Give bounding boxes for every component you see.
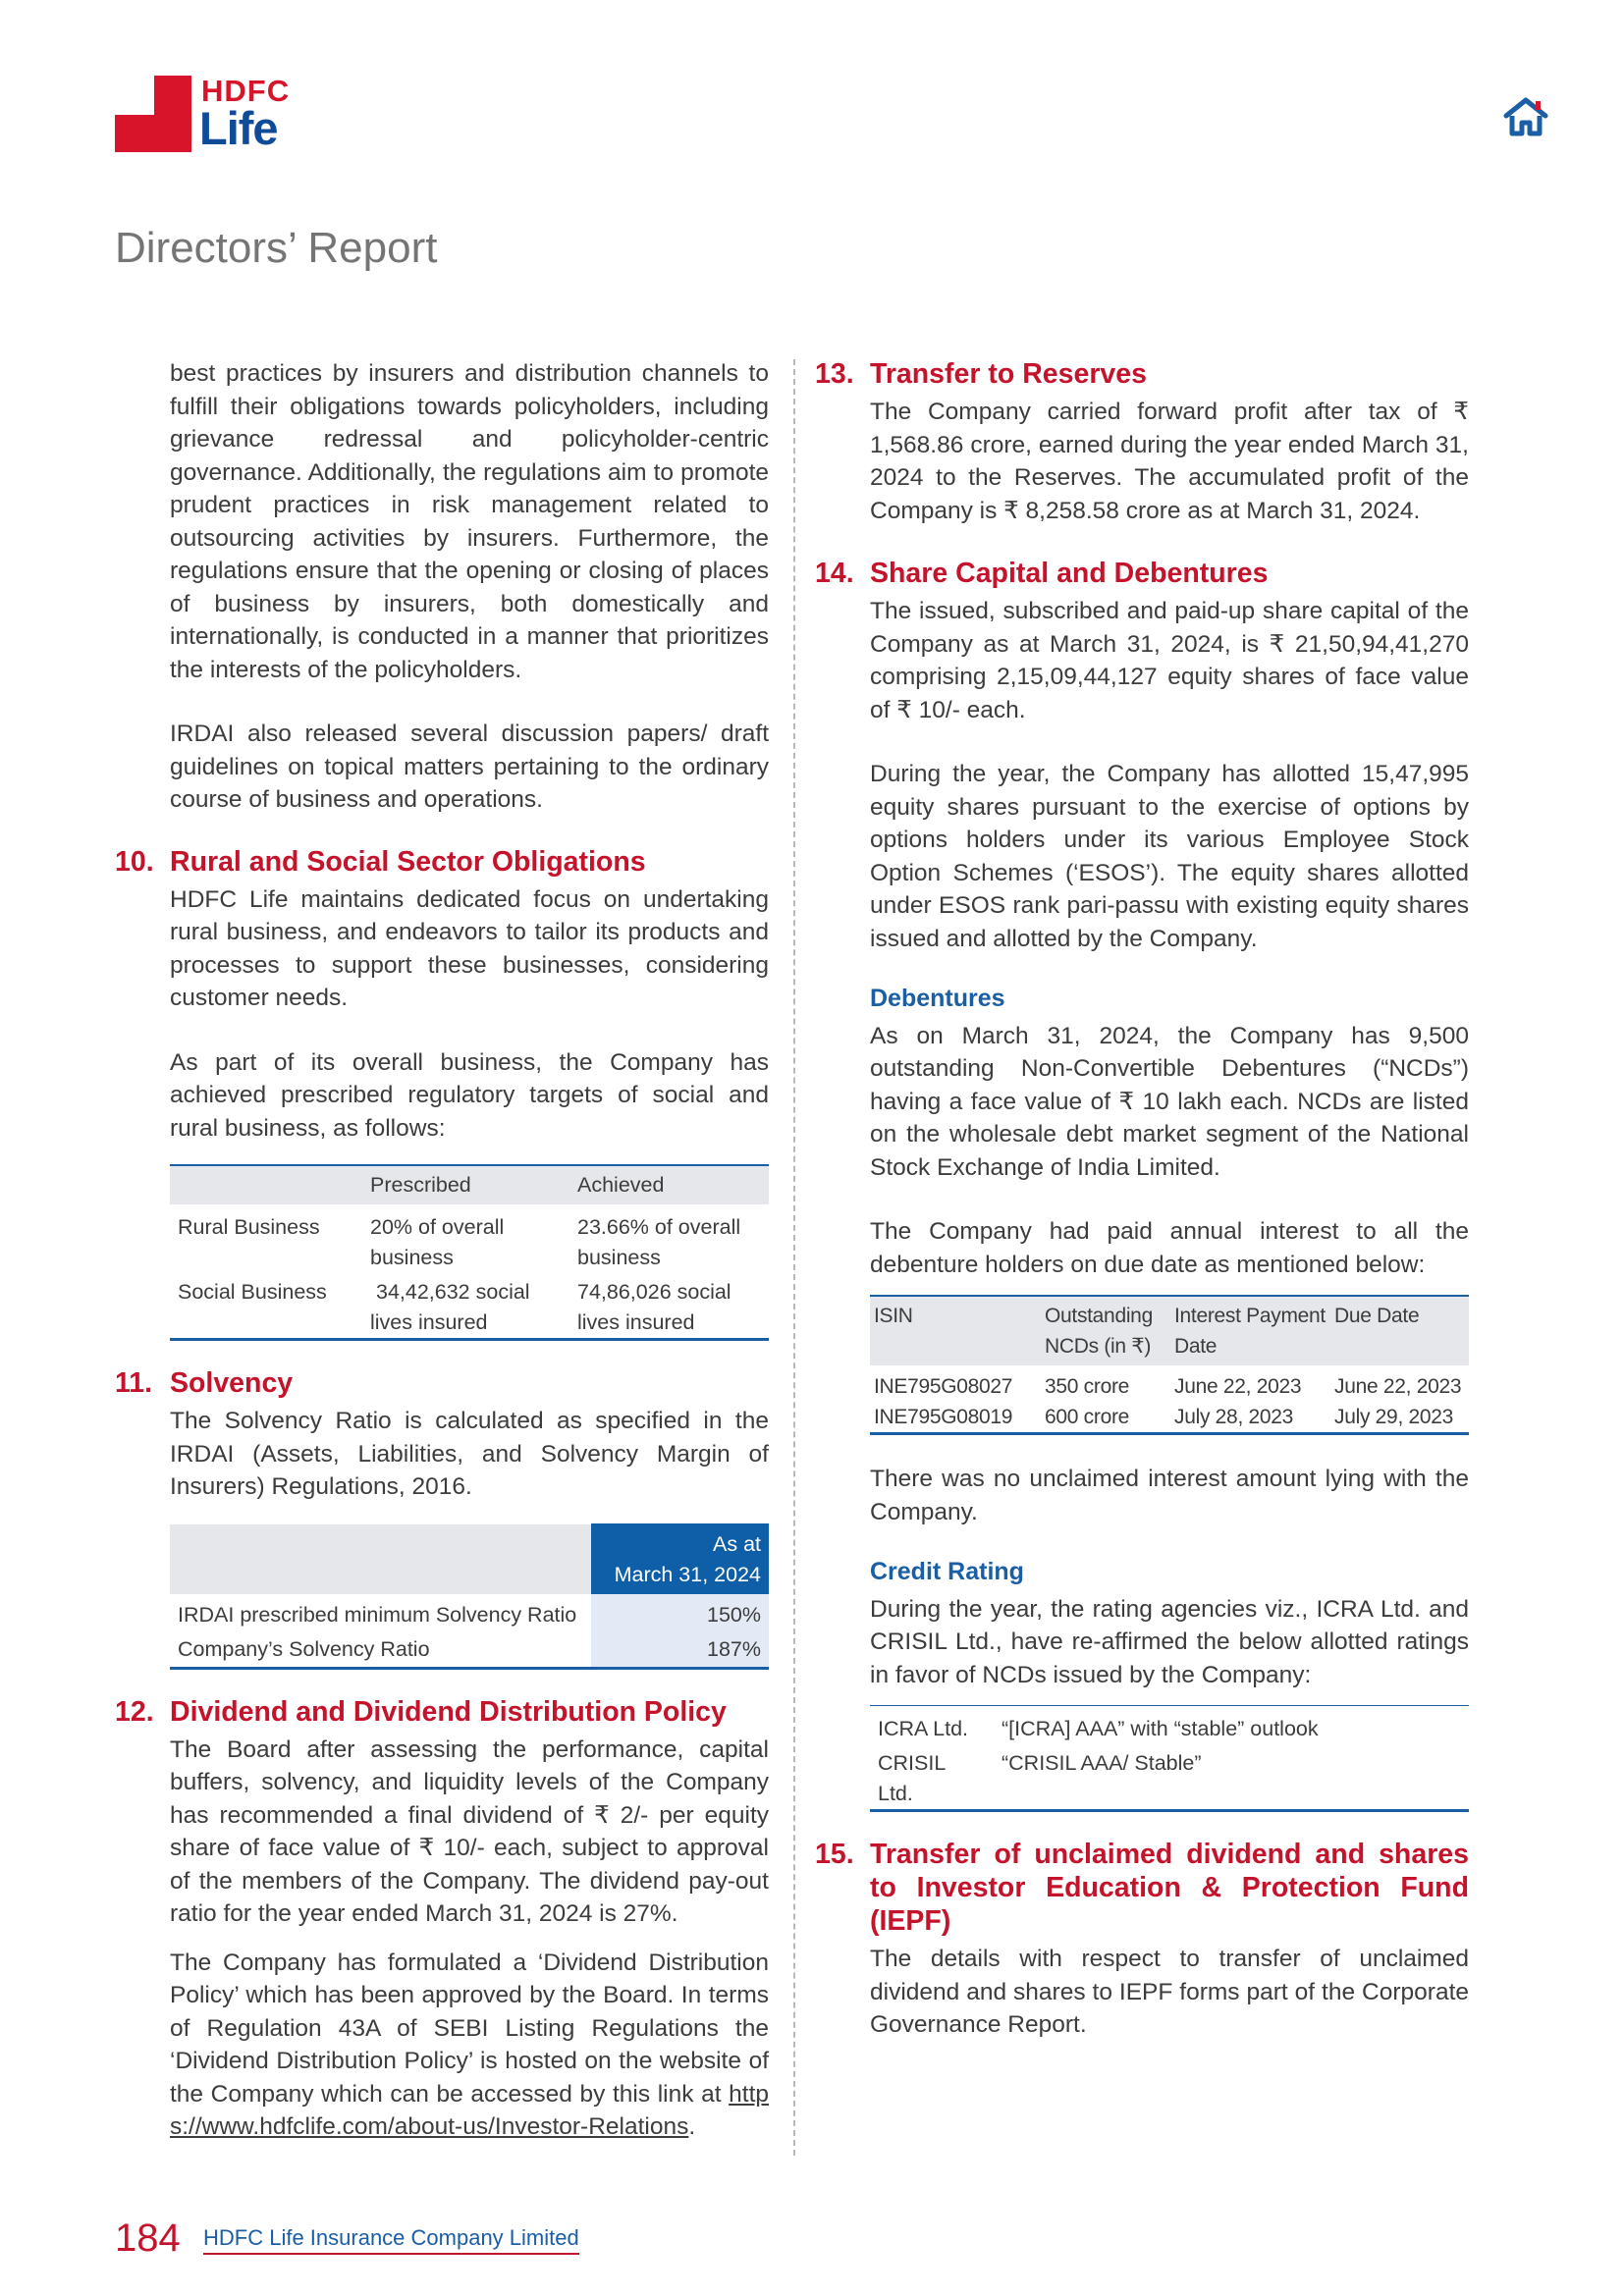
section-14-heading xyxy=(815,557,1469,590)
home-icon[interactable] xyxy=(1502,96,1549,137)
table-cell: “CRISIL AAA/ Stable” xyxy=(1001,1751,1202,1775)
section-title: Dividend and Dividend Distribution Policy xyxy=(170,1695,727,1728)
section-title: Transfer to Reserves xyxy=(870,358,1147,390)
column-divider xyxy=(793,359,795,2156)
table-cell: 34,42,632 social lives insured xyxy=(370,1280,536,1334)
table-header-cell: Prescribed xyxy=(370,1173,471,1197)
logo-text-life: Life xyxy=(199,102,278,154)
right-column xyxy=(815,357,1469,2042)
logo-mark-notch xyxy=(115,76,154,115)
page-number: 184 xyxy=(115,2216,181,2260)
table-header-cell: Interest Payment Date xyxy=(1174,1305,1326,1358)
table-header-row xyxy=(170,1524,769,1594)
logo-text-hdfc: HDFC xyxy=(201,74,291,108)
section-10-heading xyxy=(115,845,769,879)
section-15-heading xyxy=(815,1838,1469,1938)
section-title: Transfer of unclaimed dividend and shares to Investor Education & Protection Fund (IEPF) xyxy=(870,1839,1469,1937)
table-header-cell: Outstanding NCDs (in ₹) xyxy=(1045,1305,1153,1358)
solvency-table xyxy=(170,1523,769,1670)
debentures-paragraph-1: As on March 31, 2024, the Company has 9,500 outstanding Non-Convertible Debentures (“NCDs”) having a face value of ₹ 10 lakh each. NCDs are listed on the wholesale debt market segment of the National Stock Exchange of India Limited. xyxy=(870,1022,1469,1181)
section-number: 13. xyxy=(815,358,854,390)
table-row xyxy=(170,1594,769,1632)
page-title: Directors’ Report xyxy=(115,224,438,272)
section-14-paragraph-1: The issued, subscribed and paid-up share capital of the Company as at March 31, 2024, is ₹ 21,50,94,41,270 comprising 2,15,09,44,127 equity shares of face value of ₹ 10/- each. xyxy=(870,598,1469,723)
hdfc-life-logo xyxy=(115,76,301,159)
header-line-2: March 31, 2024 xyxy=(614,1562,761,1586)
table-cell: Social Business xyxy=(178,1280,327,1304)
table-cell: June 22, 2023 xyxy=(1334,1375,1462,1398)
rural-social-table xyxy=(170,1164,769,1341)
table-row xyxy=(870,1706,1469,1745)
table-cell: July 29, 2023 xyxy=(1334,1406,1454,1428)
table-cell: INE795G08027 xyxy=(874,1375,1013,1398)
debentures-paragraph-3: There was no unclaimed interest amount lying with the Company. xyxy=(870,1466,1469,1525)
credit-rating-heading: Credit Rating xyxy=(870,1558,1024,1585)
table-header-cell xyxy=(170,1165,362,1204)
table-cell: 350 crore xyxy=(1045,1375,1130,1398)
investor-relations-link[interactable]: https://www.hdfclife.com/about-us/Investor-Relations xyxy=(170,2080,770,2140)
section-12-paragraph-1: The Board after assessing the performance, capital buffers, solvency, and liquidity levels of the Company has recommended a final dividend of ₹ 2/- per equity share of face value of ₹ 10/- each, subject to approval of the members of the Company. The dividend pay-out ratio for the year ended March 31, 2024 is 27%. xyxy=(170,1735,769,1927)
table-cell: 74,86,026 social lives insured xyxy=(577,1280,731,1334)
table-cell: ICRA Ltd. xyxy=(878,1717,969,1740)
section-13-heading xyxy=(815,357,1469,391)
table-row xyxy=(170,1632,769,1669)
section-12-heading xyxy=(115,1695,769,1729)
section-11-paragraph-1: The Solvency Ratio is calculated as specified in the IRDAI (Assets, Liabilities, and Solvency Margin of Insurers) Regulations, 2016. xyxy=(170,1408,769,1500)
intro-paragraph-1: best practices by insurers and distribution channels to fulfill their obligations towards policyholders, including grievance redressal and policyholder-centric governance. Additionally, the regulations aim to promote prudent practices in risk management related to outsourcing activities by insurers. Furthermore, the regulations ensure that the opening or closing of places of business by insurers, both domestically and internationally, is conducted in a manner that prioritizes the interests of the policyholders. xyxy=(170,360,769,683)
table-header-cell: Achieved xyxy=(577,1173,665,1197)
footer-company-name: HDFC Life Insurance Company Limited xyxy=(203,2225,579,2255)
credit-rating-table xyxy=(870,1705,1469,1812)
section-13-paragraph-1: The Company carried forward profit after tax of ₹ 1,568.86 crore, earned during the year ended March 31, 2024 to the Reserves. The accumulated profit of the Company is ₹ 8,258.58 crore as at March 31, 2024. xyxy=(870,399,1469,524)
debentures-paragraph-2: The Company had paid annual interest to all the debenture holders on due date as mentioned below: xyxy=(870,1218,1469,1278)
section-number: 15. xyxy=(815,1839,854,1870)
table-cell: CRISIL Ltd. xyxy=(878,1751,946,1805)
table-cell: Rural Business xyxy=(178,1215,320,1239)
table-cell: July 28, 2023 xyxy=(1174,1406,1294,1428)
section-number: 12. xyxy=(115,1695,154,1728)
section-title: Rural and Social Sector Obligations xyxy=(170,845,646,878)
left-column xyxy=(115,357,770,2144)
table-cell: 600 crore xyxy=(1045,1406,1130,1428)
table-header-cell xyxy=(591,1524,769,1594)
paragraph-text: The Company has formulated a ‘Dividend Distribution Policy’ which has been approved by the Board. In terms of Regulation 43A of SEBI Listing Regulations the ‘Dividend Distribution Policy’ is hosted on the website of the Company which can be accessed by this link at xyxy=(170,1949,769,2108)
section-14-paragraph-2: During the year, the Company has allotted 15,47,995 equity shares pursuant to the exercise of options by options holders under its various Employee Stock Option Schemes (‘ESOS’). The equity shares allotted under ESOS rank pari-passu with existing equity shares issued and allotted by the Company. xyxy=(870,761,1469,952)
intro-paragraph-2: IRDAI also released several discussion papers/ draft guidelines on topical matters pertaining to the ordinary course of business and operations. xyxy=(170,721,769,813)
credit-rating-paragraph: During the year, the rating agencies viz., ICRA Ltd. and CRISIL Ltd., have re-affirmed the below allotted ratings in favor of NCDs issued by the Company: xyxy=(870,1595,1469,1688)
section-title: Solvency xyxy=(170,1367,294,1399)
table-cell: 23.66% of overall business xyxy=(577,1215,741,1269)
section-11-heading xyxy=(115,1366,769,1400)
table-header-row xyxy=(870,1296,1469,1365)
header-line-1: As at xyxy=(713,1531,761,1556)
table-cell: June 22, 2023 xyxy=(1174,1375,1302,1398)
table-header-row xyxy=(170,1165,769,1204)
table-row xyxy=(870,1744,1469,1811)
section-title: Share Capital and Debentures xyxy=(870,558,1269,589)
table-row xyxy=(870,1402,1469,1434)
table-row xyxy=(170,1204,769,1273)
table-row xyxy=(870,1365,1469,1402)
section-12-paragraph-2 xyxy=(170,1947,769,2144)
section-10-paragraph-2: As part of its overall business, the Company has achieved prescribed regulatory targets of social and rural business, as follows: xyxy=(170,1048,769,1142)
section-number: 14. xyxy=(815,558,854,589)
table-cell: 187% xyxy=(591,1632,769,1669)
debentures-heading: Debentures xyxy=(870,985,1005,1012)
section-10-paragraph-1: HDFC Life maintains dedicated focus on undertaking rural business, and endeavors to tailor its products and processes to support these businesses, considering customer needs. xyxy=(170,885,769,1011)
paragraph-end: . xyxy=(688,2113,696,2140)
table-cell: 150% xyxy=(591,1594,769,1632)
table-cell: 20% of overall business xyxy=(370,1215,505,1269)
table-row xyxy=(170,1273,769,1340)
table-cell: “[ICRA] AAA” with “stable” outlook xyxy=(1001,1717,1319,1740)
table-header-cell xyxy=(170,1524,591,1594)
table-cell: IRDAI prescribed minimum Solvency Ratio xyxy=(178,1602,577,1627)
table-cell: Company’s Solvency Ratio xyxy=(178,1636,430,1661)
debentures-table xyxy=(870,1295,1469,1435)
section-number: 10. xyxy=(115,845,154,878)
section-15-paragraph-1: The details with respect to transfer of unclaimed dividend and shares to IEPF forms part of the Corporate Governance Report. xyxy=(870,1946,1469,2038)
section-number: 11. xyxy=(115,1367,153,1399)
table-header-cell: Due Date xyxy=(1334,1305,1420,1327)
table-header-cell: ISIN xyxy=(874,1305,913,1327)
table-cell: INE795G08019 xyxy=(874,1406,1013,1428)
